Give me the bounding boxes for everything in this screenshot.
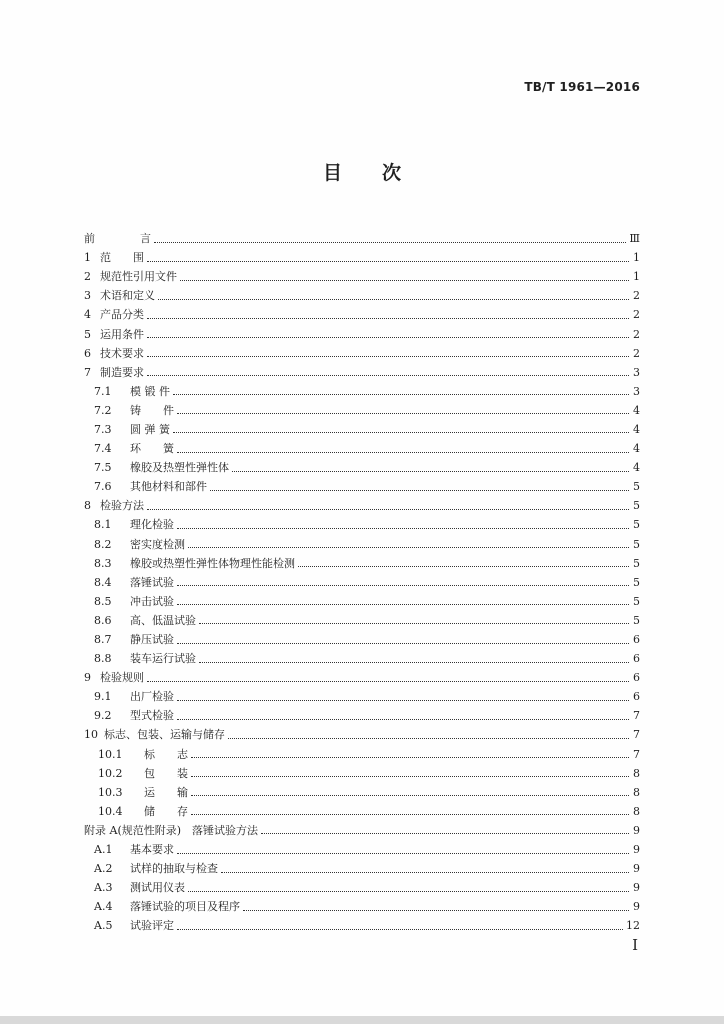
toc-entry[interactable] bbox=[84, 592, 640, 611]
toc-entry-number: 5 bbox=[84, 327, 91, 341]
toc-entry-page: 5 bbox=[633, 537, 640, 551]
toc-entry-title: 技术要求 bbox=[100, 346, 144, 360]
toc-entry[interactable] bbox=[84, 821, 640, 840]
toc-entry[interactable] bbox=[84, 382, 640, 401]
toc-leader-dots bbox=[177, 603, 629, 605]
toc-entry-title: 基本要求 bbox=[130, 843, 174, 857]
toc-entry-number: 7.1 bbox=[94, 384, 112, 398]
toc-leader-dots bbox=[298, 565, 629, 567]
toc-entry-number: 9.1 bbox=[94, 690, 112, 704]
toc-entry-page: 4 bbox=[633, 422, 640, 436]
toc-entry-number: 附录 A bbox=[84, 823, 118, 837]
toc-entry[interactable] bbox=[84, 878, 640, 897]
toc-entry-page: 5 bbox=[633, 518, 640, 532]
toc-entry[interactable] bbox=[84, 630, 640, 649]
toc-entry-page: 1 bbox=[633, 251, 640, 265]
toc-entry[interactable] bbox=[84, 439, 640, 458]
toc-leader-dots bbox=[173, 393, 629, 395]
toc-entry-title: 运用条件 bbox=[100, 327, 144, 341]
toc-entry[interactable] bbox=[84, 916, 640, 935]
toc-entry-page: 6 bbox=[633, 690, 640, 704]
toc-entry-number: 3 bbox=[84, 289, 91, 303]
toc-entry-page: 5 bbox=[633, 594, 640, 608]
toc-entry[interactable] bbox=[84, 267, 640, 286]
toc-entry-number: A.4 bbox=[94, 900, 113, 914]
toc-entry[interactable] bbox=[84, 458, 640, 477]
toc-entry[interactable] bbox=[84, 897, 640, 916]
toc-entry-number: 8 bbox=[84, 499, 91, 513]
toc-entry-number: 10.3 bbox=[98, 785, 123, 799]
toc-entry-page: 5 bbox=[633, 613, 640, 627]
toc-entry-page: 7 bbox=[633, 728, 640, 742]
toc-entry-number: 7.3 bbox=[94, 422, 112, 436]
toc-leader-dots bbox=[177, 928, 623, 930]
toc-entry[interactable] bbox=[84, 344, 640, 363]
toc-leader-dots bbox=[173, 431, 629, 433]
toc-entry[interactable] bbox=[84, 305, 640, 324]
toc-entry-title: 产品分类 bbox=[100, 308, 144, 322]
toc-entry-number: 7.5 bbox=[94, 461, 112, 475]
toc-leader-dots bbox=[191, 756, 629, 758]
toc-entry-number: A.3 bbox=[94, 881, 113, 895]
title-char-2: 次 bbox=[382, 162, 402, 184]
toc-entry-page: 4 bbox=[633, 461, 640, 475]
toc-entry-title: 包 装 bbox=[144, 766, 188, 780]
toc-entry-page: 6 bbox=[633, 633, 640, 647]
toc-entry-title: 测试用仪表 bbox=[130, 881, 185, 895]
toc-entry-title: 理化检验 bbox=[130, 518, 174, 532]
toc-entry[interactable] bbox=[84, 248, 640, 267]
toc-leader-dots bbox=[177, 451, 629, 453]
toc-entry-number: 8.3 bbox=[94, 556, 112, 570]
toc-leader-dots bbox=[188, 890, 629, 892]
toc-entry-title: 规范性引用文件 bbox=[100, 270, 177, 284]
toc-entry-page: 12 bbox=[626, 919, 640, 933]
toc-entry-number: 7.4 bbox=[94, 442, 112, 456]
toc-entry-number: 8.8 bbox=[94, 652, 112, 666]
toc-entry-number: 4 bbox=[84, 308, 91, 322]
toc-entry-title: 铸 件 bbox=[130, 403, 174, 417]
toc-entry-number: 8.7 bbox=[94, 633, 112, 647]
toc-entry-title: 圆 弹 簧 bbox=[130, 422, 170, 436]
toc-entry[interactable] bbox=[84, 783, 640, 802]
toc-leader-dots bbox=[154, 241, 626, 243]
toc-leader-dots bbox=[177, 718, 629, 720]
toc-leader-dots bbox=[147, 680, 629, 682]
toc-entry[interactable] bbox=[84, 477, 640, 496]
toc-entry-page: 9 bbox=[633, 881, 640, 895]
toc-entry-title: 范 围 bbox=[100, 251, 144, 265]
toc-entry-number: 8.5 bbox=[94, 594, 112, 608]
page-folio: I bbox=[632, 936, 638, 954]
toc-entry-number: 7.6 bbox=[94, 480, 112, 494]
toc-leader-dots bbox=[147, 317, 629, 319]
toc-entry-title: 术语和定义 bbox=[100, 289, 155, 303]
toc-leader-dots bbox=[210, 489, 629, 491]
toc-leader-dots bbox=[177, 412, 629, 414]
toc-entry-page: 9 bbox=[633, 862, 640, 876]
toc-leader-dots bbox=[221, 871, 629, 873]
table-of-contents bbox=[84, 229, 640, 935]
toc-entry[interactable] bbox=[84, 573, 640, 592]
toc-entry-number: 9 bbox=[84, 671, 91, 685]
toc-entry[interactable] bbox=[84, 420, 640, 439]
toc-leader-dots bbox=[188, 546, 629, 548]
toc-entry-page: 1 bbox=[633, 270, 640, 284]
toc-entry-title: 试验评定 bbox=[130, 919, 174, 933]
toc-leader-dots bbox=[191, 813, 629, 815]
toc-entry-number: A.2 bbox=[94, 862, 113, 876]
toc-entry-page: 8 bbox=[633, 766, 640, 780]
toc-entry-number: 10.1 bbox=[98, 747, 123, 761]
toc-leader-dots bbox=[147, 374, 629, 376]
toc-entry-page: 3 bbox=[633, 384, 640, 398]
toc-entry-title: 标 志 bbox=[144, 747, 188, 761]
toc-entry-page: 4 bbox=[633, 403, 640, 417]
toc-entry-page: 6 bbox=[633, 652, 640, 666]
toc-entry[interactable] bbox=[84, 515, 640, 534]
toc-leader-dots bbox=[180, 279, 629, 281]
toc-entry-number: 前 bbox=[84, 232, 95, 246]
toc-entry-title: 装车运行试验 bbox=[130, 652, 196, 666]
toc-entry-title: 制造要求 bbox=[100, 365, 144, 379]
toc-entry[interactable] bbox=[84, 745, 640, 764]
toc-entry[interactable] bbox=[84, 286, 640, 305]
toc-entry-page: 8 bbox=[633, 804, 640, 818]
toc-entry[interactable] bbox=[84, 859, 640, 878]
toc-entry-title: 高、低温试验 bbox=[130, 613, 196, 627]
toc-entry-page: 5 bbox=[633, 575, 640, 589]
toc-leader-dots bbox=[177, 527, 629, 529]
toc-entry-page: 9 bbox=[633, 843, 640, 857]
standard-number: TB/T 1961—2016 bbox=[524, 80, 640, 94]
toc-entry-title: 标志、包装、运输与储存 bbox=[104, 728, 225, 742]
title-char-1: 目 bbox=[322, 162, 342, 184]
toc-entry-page: 7 bbox=[633, 709, 640, 723]
toc-entry-title: 密实度检测 bbox=[130, 537, 185, 551]
toc-leader-dots bbox=[228, 737, 629, 739]
toc-leader-dots bbox=[147, 260, 629, 262]
toc-entry-title: 橡胶或热塑性弹性体物理性能检测 bbox=[130, 556, 295, 570]
toc-entry-page: 9 bbox=[633, 823, 640, 837]
toc-entry-title: 检验方法 bbox=[100, 499, 144, 513]
toc-leader-dots bbox=[177, 699, 629, 701]
toc-entry-number: 2 bbox=[84, 270, 91, 284]
toc-leader-dots bbox=[147, 355, 629, 357]
toc-entry[interactable] bbox=[84, 668, 640, 687]
toc-entry-page: 9 bbox=[633, 900, 640, 914]
toc-entry-page: 6 bbox=[633, 671, 640, 685]
toc-entry-page: 5 bbox=[633, 480, 640, 494]
toc-entry[interactable] bbox=[84, 229, 640, 248]
toc-entry-page: 2 bbox=[633, 289, 640, 303]
toc-entry-title: 型式检验 bbox=[130, 709, 174, 723]
toc-entry-title: (规范性附录) 落锤试验方法 bbox=[117, 823, 259, 837]
toc-entry-number: A.1 bbox=[94, 843, 113, 857]
toc-entry-page: 2 bbox=[633, 327, 640, 341]
toc-entry-page: 7 bbox=[633, 747, 640, 761]
toc-entry-title: 环 簧 bbox=[130, 442, 174, 456]
toc-entry-title: 储 存 bbox=[144, 804, 188, 818]
toc-leader-dots bbox=[261, 832, 629, 834]
toc-entry-number: 10.4 bbox=[98, 804, 123, 818]
toc-entry-number: 10 bbox=[84, 728, 98, 742]
toc-entry[interactable] bbox=[84, 496, 640, 515]
toc-entry[interactable] bbox=[84, 706, 640, 725]
toc-entry[interactable] bbox=[84, 554, 640, 573]
toc-entry-page: 4 bbox=[633, 442, 640, 456]
toc-entry-number: 8.1 bbox=[94, 518, 112, 532]
toc-entry-number: 7.2 bbox=[94, 403, 112, 417]
toc-entry-page: Ⅲ bbox=[629, 232, 640, 246]
toc-entry-number: 9.2 bbox=[94, 709, 112, 723]
toc-entry-number: 8.6 bbox=[94, 613, 112, 627]
toc-entry-title: 检验规则 bbox=[100, 671, 144, 685]
toc-leader-dots bbox=[177, 852, 629, 854]
toc-entry-number: A.5 bbox=[94, 919, 113, 933]
toc-entry-title: 冲击试验 bbox=[130, 594, 174, 608]
toc-entry-number: 8.2 bbox=[94, 537, 112, 551]
toc-entry-title: 运 输 bbox=[144, 785, 188, 799]
toc-entry-number: 6 bbox=[84, 346, 91, 360]
toc-entry-number: 10.2 bbox=[98, 766, 123, 780]
toc-entry-page: 2 bbox=[633, 308, 640, 322]
toc-entry-number: 8.4 bbox=[94, 575, 112, 589]
toc-leader-dots bbox=[191, 775, 629, 777]
toc-entry[interactable] bbox=[84, 802, 640, 821]
toc-entry-title: 其他材料和部件 bbox=[130, 480, 207, 494]
toc-leader-dots bbox=[147, 336, 629, 338]
toc-entry[interactable] bbox=[84, 725, 640, 744]
toc-leader-dots bbox=[177, 584, 629, 586]
toc-leader-dots bbox=[199, 661, 629, 663]
toc-entry-number: 7 bbox=[84, 365, 91, 379]
toc-entry-title: 落锤试验的项目及程序 bbox=[130, 900, 240, 914]
toc-entry[interactable] bbox=[84, 401, 640, 420]
toc-leader-dots bbox=[158, 298, 629, 300]
toc-leader-dots bbox=[147, 508, 629, 510]
toc-entry-page: 3 bbox=[633, 365, 640, 379]
toc-leader-dots bbox=[232, 470, 629, 472]
toc-entry[interactable] bbox=[84, 840, 640, 859]
toc-entry[interactable] bbox=[84, 324, 640, 343]
toc-entry[interactable] bbox=[84, 363, 640, 382]
toc-entry-title: 模 锻 件 bbox=[130, 384, 170, 398]
toc-entry-title: 静压试验 bbox=[130, 633, 174, 647]
toc-leader-dots bbox=[177, 642, 629, 644]
toc-entry-title: 出厂检验 bbox=[130, 690, 174, 704]
toc-entry-title: 橡胶及热塑性弹性体 bbox=[130, 461, 229, 475]
toc-entry[interactable] bbox=[84, 764, 640, 783]
toc-entry[interactable] bbox=[84, 611, 640, 630]
toc-entry-page: 5 bbox=[633, 499, 640, 513]
toc-entry[interactable] bbox=[84, 687, 640, 706]
toc-entry-page: 8 bbox=[633, 785, 640, 799]
toc-entry-page: 2 bbox=[633, 346, 640, 360]
toc-entry[interactable] bbox=[84, 535, 640, 554]
toc-entry-title: 言 bbox=[140, 232, 151, 246]
page-title bbox=[0, 158, 724, 185]
toc-leader-dots bbox=[199, 622, 629, 624]
toc-entry-title: 试样的抽取与检查 bbox=[130, 862, 218, 876]
toc-entry[interactable] bbox=[84, 649, 640, 668]
scan-border bbox=[0, 1016, 724, 1024]
toc-entry-number: 1 bbox=[84, 251, 91, 265]
toc-entry-page: 5 bbox=[633, 556, 640, 570]
toc-leader-dots bbox=[191, 794, 629, 796]
toc-leader-dots bbox=[243, 909, 629, 911]
toc-entry-title: 落锤试验 bbox=[130, 575, 174, 589]
